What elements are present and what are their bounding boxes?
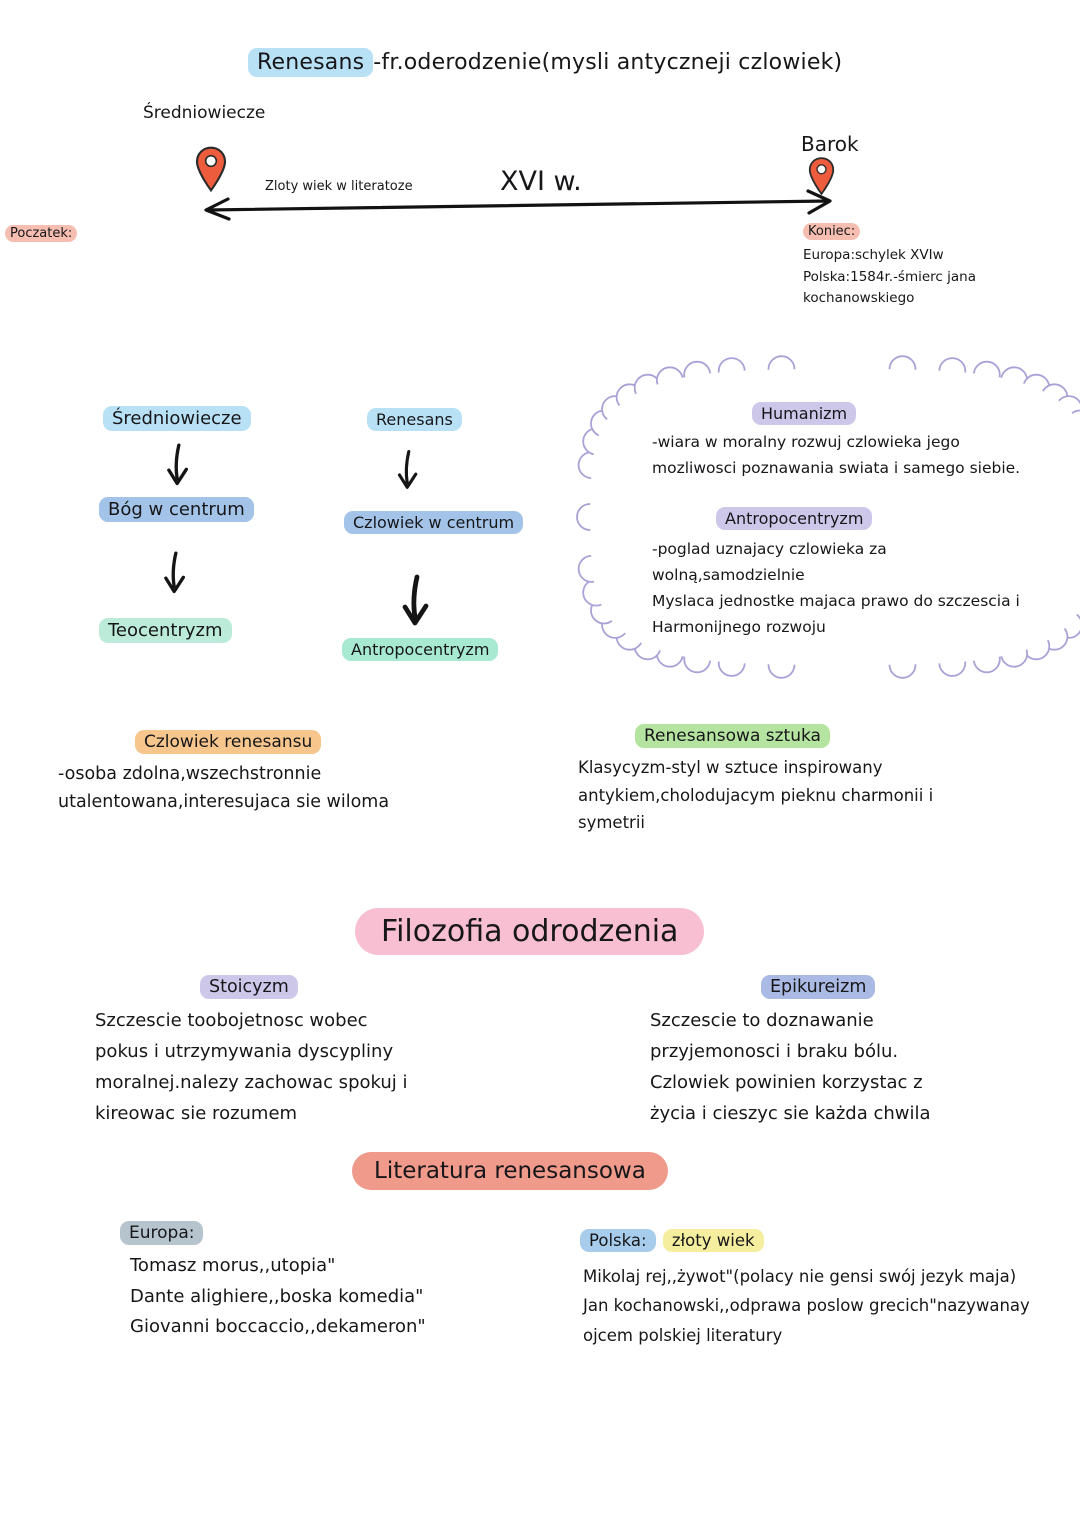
anthropocentrism-text (652, 536, 1020, 640)
title-highlight: Renesans (248, 48, 373, 77)
timeline-line-label: Zloty wiek w literatoze (265, 179, 413, 194)
koniec-highlight: Koniec: (803, 223, 860, 240)
list-item: Dante alighiere,,boska komedia" (130, 1285, 424, 1307)
stoicism-text (95, 1006, 408, 1130)
text-line: moralnej.nalezy zachowac spokuj i (95, 1071, 408, 1093)
page-title (248, 48, 842, 77)
philosophy-title: Filozofia odrodzenia (355, 908, 704, 955)
flow-right-mid: Czlowiek w centrum (344, 511, 523, 534)
list-item: Tomasz morus,,utopia" (130, 1255, 336, 1276)
text-line: Polska:1584r.-śmierc jana (803, 268, 976, 285)
flow-right-top: Renesans (367, 408, 462, 431)
text-line: Harmonijnego rozwoju (652, 618, 826, 637)
poland-list (583, 1262, 1030, 1350)
text-line: Europa:schylek XVIw (803, 247, 944, 263)
anthropocentrism-title: Antropocentryzm (716, 507, 872, 530)
flow-right-bottom: Antropocentryzm (342, 638, 498, 661)
text-line: kireowac sie rozumem (95, 1102, 298, 1124)
poland-header (580, 1229, 764, 1252)
renaissance-man-text (58, 760, 389, 817)
text-line: -wiara w moralny rozwuj czlowieka jego (652, 433, 960, 451)
renaissance-art-text (578, 754, 933, 837)
text-line: mozliwosci poznawania swiata i samego siebie. (652, 458, 1021, 477)
list-item: Mikolaj rej,,żywot"(polacy nie gensi swój jezyk maja) (583, 1267, 1017, 1286)
down-arrow-icon (160, 545, 190, 603)
text-line: Szczescie to doznawanie (650, 1010, 874, 1031)
down-arrow-icon (163, 440, 193, 492)
location-pin-icon (195, 146, 227, 192)
literature-title: Literatura renesansowa (352, 1152, 668, 1190)
list-item: Jan kochanowski,,odprawa poslow grecich"nazywanay (583, 1296, 1030, 1316)
timeline-end-block (803, 220, 976, 310)
poczatek-highlight: Poczatek: (5, 225, 77, 242)
list-item: Giovanni boccaccio,,dekameron" (130, 1316, 426, 1338)
europe-title: Europa: (120, 1221, 203, 1245)
list-item: ojcem polskiej literatury (583, 1325, 783, 1345)
down-arrow-icon (394, 447, 422, 495)
era-right-label: Barok (801, 132, 859, 156)
timeline-arrow (196, 188, 840, 224)
text-line: antykiem,cholodujacym pieknu charmonii i (578, 785, 934, 805)
text-line: -osoba zdolna,wszechstronnie (58, 764, 322, 784)
poland-subtitle: złoty wiek (663, 1229, 764, 1252)
poland-title: Polska: (580, 1229, 656, 1252)
era-left-label: Średniowiecze (143, 103, 266, 123)
text-line: Czlowiek powinien korzystac z (650, 1071, 923, 1093)
renaissance-art-title: Renesansowa sztuka (635, 724, 830, 748)
text-line: Myslaca jednostke majaca prawo do szczescia i (652, 592, 1020, 611)
humanism-title: Humanizm (752, 402, 856, 425)
flow-left-bottom: Teocentryzm (99, 618, 232, 643)
text-line: kochanowskiego (803, 290, 915, 307)
text-line: -poglad uznajacy czlowieka za (652, 540, 887, 558)
century-label: XVI w. (500, 166, 582, 197)
text-line: Klasycyzm-styl w sztuce inspirowany (578, 758, 883, 777)
stoicism-title: Stoicyzm (200, 975, 298, 999)
down-arrow-icon (398, 572, 434, 632)
epicureanism-title: Epikureizm (761, 975, 875, 999)
flow-left-top: Średniowiecze (103, 406, 251, 431)
renaissance-man-title: Czlowiek renesansu (135, 730, 321, 754)
text-line: wolną,samodzielnie (652, 566, 805, 585)
text-line: utalentowana,interesujaca sie wiloma (58, 792, 390, 813)
epicureanism-text (650, 1006, 931, 1130)
text-line: symetrii (578, 813, 646, 833)
text-line: pokus i utrzymywania dyscypliny (95, 1040, 394, 1062)
timeline-start-label (5, 222, 77, 242)
text-line: Szczescie toobojetnosc wobec (95, 1010, 368, 1031)
text-line: przyjemonosci i braku bólu. (650, 1040, 899, 1062)
title-rest: -fr.oderodzenie(mysli antyczneji czlowiek) (373, 50, 843, 75)
flow-left-mid: Bóg w centrum (99, 497, 254, 522)
humanism-text (652, 430, 1020, 481)
text-line: życia i cieszyc sie każda chwila (650, 1102, 931, 1124)
europe-list (130, 1251, 426, 1343)
